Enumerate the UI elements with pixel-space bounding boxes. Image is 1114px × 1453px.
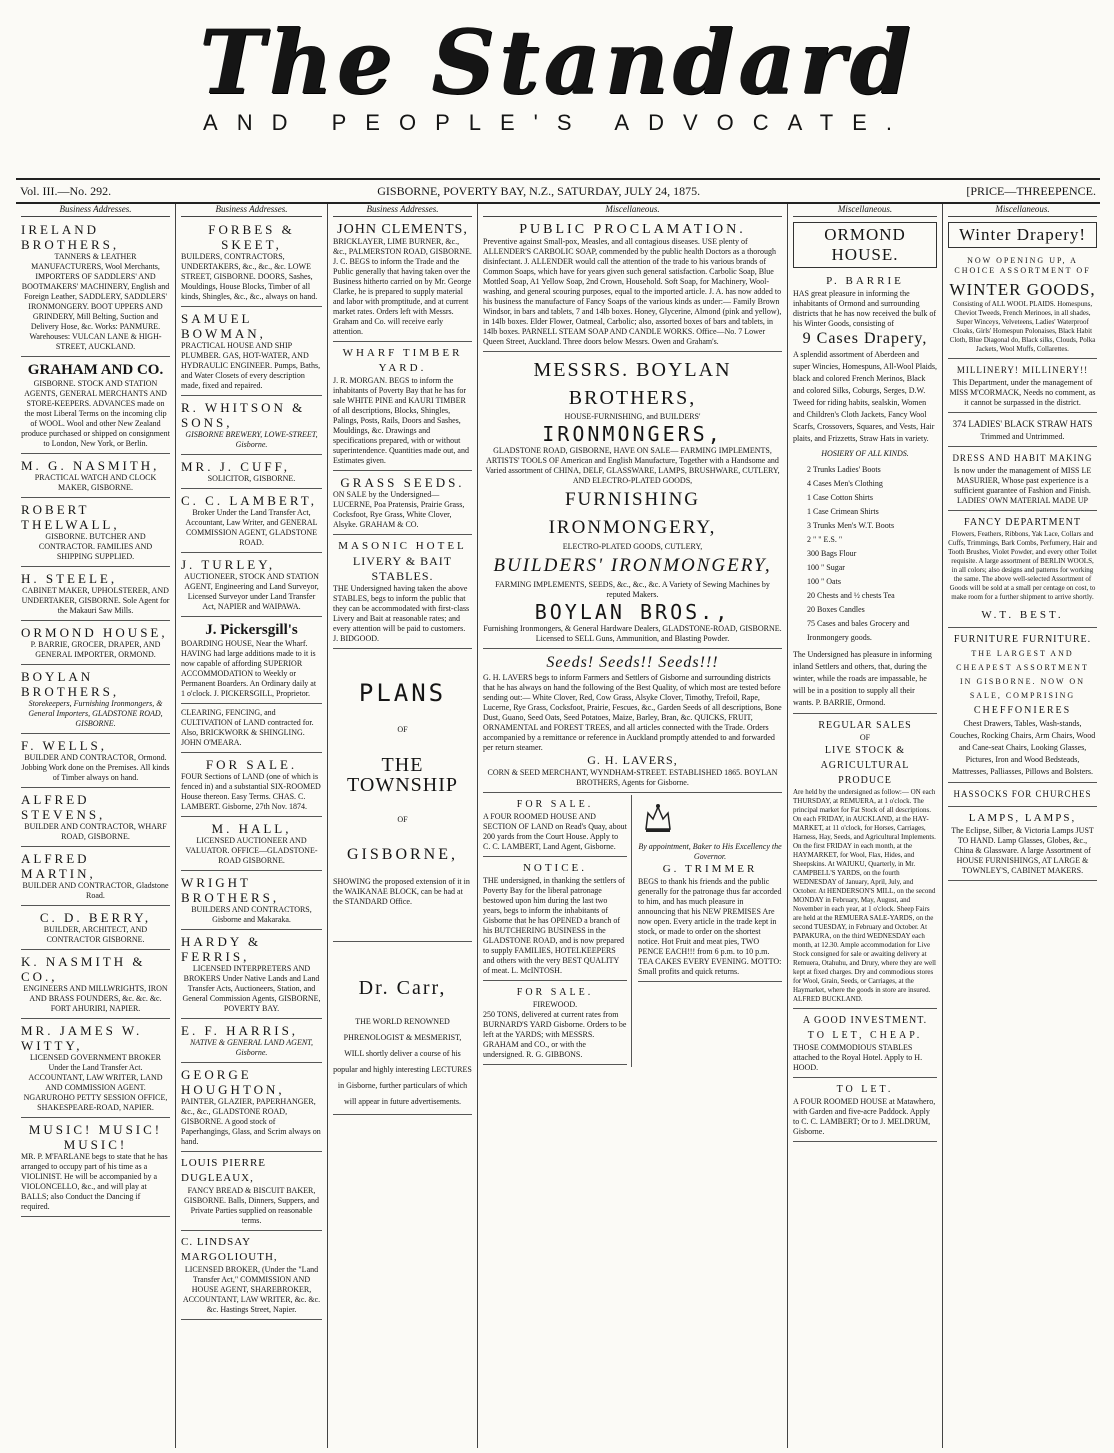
ad-text: GLADSTONE ROAD, GISBORNE, HAVE ON SALE— FARMING IMPLEMENTS, ARTISTS' TOOLS OF American and English Manufacture, Together with a Handsome and Varied assortment of CHINA, DELF, GLASSWARE, LAMPS, BRUSHWARE, CUTLERY, AND ELECTRO-PLATED GOODS, bbox=[485, 445, 780, 485]
ad-text: NATIVE & GENERAL LAND AGENT, Gisborne. bbox=[189, 1037, 314, 1057]
ad-heading: 374 LADIES' BLACK STRAW HATS bbox=[952, 418, 1093, 429]
ad-heading: C. D. BERRY, bbox=[39, 909, 152, 925]
ad-witty bbox=[21, 1021, 170, 1118]
ad-heading: G. TRIMMER bbox=[662, 863, 758, 875]
column-2 bbox=[176, 204, 328, 1448]
list-item: 100 " Sugar bbox=[807, 562, 845, 572]
ad-heading: REGULAR SALES bbox=[818, 719, 912, 731]
ad-kn bbox=[21, 952, 170, 1019]
ad-text: SOLICITOR, GISBORNE. bbox=[207, 473, 296, 483]
ad-text: TANNERS & LEATHER MANUFACTURERS, Wool Merchants, IMPORTERS OF SADDLERS' AND BOOTMAKERS' MACHINERY, English and Foreign Leather, SADDLERY, SADDLERS' IRONMONGERY. BOOT UPPERS AND GRINDERY, Mill Belting, Suction and Delivery Hose, &c. Works: PANMURE. Warehouses: VULCAN LANE & HIGH-STREET, AUCKLAND. bbox=[21, 251, 170, 351]
ad-ormond-house bbox=[793, 220, 937, 714]
ad-heading: H. STEELE, bbox=[21, 570, 118, 586]
ad-heading: PLANS bbox=[358, 678, 447, 707]
ad-heading: ALFRED STEVENS, bbox=[21, 791, 106, 822]
ad-text: MR. P. M'FARLANE begs to state that he has arranged to occupy part of his time as a VIOLINIST. He will be accompanied by a VIOLONCELLO, &c., and will play at BALLS; also Conduct the Dancing if required. bbox=[21, 1151, 168, 1211]
list-item: 20 Chests and ½ chests Tea bbox=[807, 590, 895, 600]
ad-text: 250 TONS, delivered at current rates from BURNARD'S YARD Gisborne. Orders to be left at the YARDS; with MESSRS. GRAHAM and CO., or with the undersigned. R. G. GIBBONS. bbox=[483, 1009, 627, 1059]
list-item: 3 Trunks Men's W.T. Boots bbox=[807, 520, 895, 530]
ad-text: Preventive against Small-pox, Measles, and all contagious diseases. USE plenty of ALLENDER'S CARBOLIC SOAP, commended by the public health Doctors as a thorough disinfectant. J. ALLENDER would call the attention of the trade to his various brands of Common Soaps, which have for years given such general satisfaction. Carbolic Soap, Blue Mottled Soap, A1 Yellow Soap, 2nd Crown, Household. Soft Soap, for Machinery, Wool-washing, and general scouring purposes, equal to the imported article. J. A. has now added to his business the manufacture of Fancy Soaps of the various kinds as under:— Family Brown Windsor, in bars and tablets, 7 and 14lb boxes. Honey, Glycerine, Almond (pink and yellow), in 14lb boxes. Elder Flower, Oatmeal, Carbolic; also, assorted boxes of bars and tablets, in 14lb boxes. PARNELL STEAM SOAP AND CANDLE WORKS. Office—No. 7 Lower Queen Street, Auckland. Three doors below Messrs. Owen and Graham's. bbox=[483, 236, 782, 346]
ad-text: BUILDERS AND CONTRACTORS, Gisborne and Makaraka. bbox=[191, 904, 312, 924]
ad-text: AUCTIONEER, STOCK AND STATION AGENT, Engineering and Land Surveyor, Licensed Surveyor under Land Transfer Act, NAPIER and WAIPAWA. bbox=[184, 571, 319, 611]
ad-text: BOARDING HOUSE, Near the Wharf. HAVING had large additions made to it is now capable of affording SUPERIOR ACCOMMODATION to Weekly or Permanent Boarders. An Ordinary daily at 1 o'clock. J. PICKERSGILL, Proprietor. bbox=[181, 638, 317, 698]
column-6 bbox=[943, 204, 1102, 1448]
ad-furniture bbox=[948, 630, 1097, 783]
column-4 bbox=[478, 204, 788, 1448]
ad-text: BRICKLAYER, LIME BURNER, &c., &c., PALMERSTON ROAD, GISBORNE. J. C. BEGS to inform the Trade and the Public generally that having taken over the Business hitherto carried on by Mr. George Clarke, he is prepared to supply material and labor with promptitude, and at current market rates. Orders left with Messrs. Graham and Co. will receive early attention. bbox=[333, 236, 472, 336]
ad-heading: MR. JAMES W. WITTY, bbox=[21, 1022, 143, 1053]
ad-text: BUILDER AND CONTRACTOR, Ormond. Jobbing Work done on the Premises. All kinds of Timber always on hand. bbox=[21, 752, 170, 782]
ad-dress bbox=[948, 449, 1097, 511]
ad-masonic bbox=[333, 537, 472, 649]
ad-text: THE LARGEST AND CHEAPEST ASSORTMENT IN GISBORNE. NOW ON SALE, COMPRISING bbox=[956, 648, 1089, 700]
ad-cases-text: A splendid assortment of Aberdeen and super Wincies, Homespuns, All-Wool Plaids, black and colored French Merinos, Black and colored Silks, Coburgs, Serges, D.W. Tweed for riding habits, sealskin, Women and Children's Cloth Jackets, Fancy Wool Scarfs, Crossovers, Squares, and Vests, Hair plaits, and Frizzetts, Straw Hats in variety. bbox=[793, 349, 937, 443]
ad-heading: DRESS AND HABIT MAKING bbox=[952, 452, 1093, 463]
dateline bbox=[16, 178, 1100, 204]
column-head: Business Addresses. bbox=[21, 204, 170, 217]
ad-winter-drapery bbox=[948, 220, 1097, 359]
ad-text: Storekeepers, Furnishing Ironmongers, & General Importers, GLADSTONE ROAD, GISBORNE. bbox=[28, 698, 163, 728]
columns bbox=[16, 204, 1102, 1448]
ad-plans bbox=[333, 651, 472, 942]
ad-furnishing: FURNISHING IRONMONGERY, bbox=[548, 488, 717, 538]
masthead bbox=[0, 10, 1114, 142]
ad-wells bbox=[21, 736, 170, 788]
ad-builders: BUILDERS' IRONMONGERY, bbox=[493, 554, 772, 576]
ad-heading: J. Pickersgill's bbox=[205, 621, 298, 638]
list-item: 75 Cases and bales Grocery and Ironmongery goods. bbox=[807, 618, 910, 642]
list-item: 300 Bags Flour bbox=[807, 548, 857, 558]
ad-text: THE Undersigned having taken the above STABLES, begs to inform the public that they can be accommodated with first-class Livery and Bait at reasonable rates; and every attention will be paid to customers. J. BIDGOOD. bbox=[333, 583, 470, 643]
place-date: GISBORNE, POVERTY BAY, N.Z., SATURDAY, JULY 24, 1875. bbox=[377, 183, 701, 198]
ad-heading: FOR SALE. bbox=[516, 986, 594, 998]
split-ads bbox=[483, 795, 782, 1067]
ad-whitson bbox=[181, 398, 322, 455]
ad-tolet bbox=[793, 1080, 937, 1142]
column-5 bbox=[788, 204, 943, 1448]
ad-heading: Seeds! Seeds!! Seeds!!! bbox=[546, 653, 719, 671]
price: [PRICE—THREEPENCE. bbox=[966, 183, 1096, 198]
ad-steele bbox=[21, 569, 170, 621]
list-item: 20 Boxes Candles bbox=[807, 604, 865, 614]
ad-boylan bbox=[21, 667, 170, 734]
ad-hall bbox=[181, 819, 322, 871]
ad-heading: HASSOCKS FOR CHURCHES bbox=[953, 788, 1092, 799]
ad-forbes bbox=[181, 220, 322, 307]
column-head: Miscellaneous. bbox=[948, 204, 1097, 217]
ad-pickersgill bbox=[181, 619, 322, 704]
ad-subheading: LIVE STOCK & AGRICULTURAL PRODUCE bbox=[820, 744, 910, 786]
ad-heading: IRELAND BROTHERS, bbox=[21, 221, 120, 252]
ad-text: G. H. LAVERS begs to inform Farmers and Settlers of Gisborne and surrounding districts that he has always on hand the following of the Best Quality, of which most are tested before sending out:— White Clover, Red, Cow Grass, Alsyke Clover, Timothy, Trefoil, Rape, Lucerne, Rye Grass, Cocksfoot, Prairie, Fescues, &c., Garden Seeds of all descriptions, Bone Dust, Guano, Seed Oats, Seed Potatoes, Maize, Barley, Bran, &c. QUICKS, FRUIT, ORNAMENTAL and FOREST TREES, and all articles connected with the Trade. Orders accompanied by a remittance or reference in Auckland promptly attended to and forwarded per return steamer. bbox=[483, 672, 782, 752]
ad-carr bbox=[333, 944, 472, 1115]
ad-regular-sales bbox=[793, 716, 937, 1009]
ad-clearing bbox=[181, 706, 322, 753]
ad-harris bbox=[181, 1021, 322, 1063]
ad-wright bbox=[181, 873, 322, 930]
ad-lavers: G. H. LAVERS, bbox=[587, 752, 678, 767]
ad-heading: J. TURLEY, bbox=[181, 556, 276, 572]
ad-heading: ROBERT THELWALL, bbox=[21, 501, 120, 532]
ad-of: OF bbox=[397, 724, 408, 734]
ad-heading: FANCY DEPARTMENT bbox=[964, 516, 1081, 528]
ad-lindsay bbox=[181, 1233, 322, 1320]
ad-heading: ORMOND HOUSE, bbox=[21, 624, 168, 640]
ad-dugleaux bbox=[181, 1154, 322, 1231]
ad-text: Consisting of ALL WOOL PLAIDS. Homespuns, Cheviot Tweeds, French Merinoes, in all shades, Super Winceys, Velveteens, Ladies' Waterproof Cloaks, Girls' Homespun Polonaises, Black Habit Cloth, Blue Diagonal do, Black silks, Clouds, Polka Jackets, Wool Muffs, Collarettes. bbox=[949, 299, 1096, 353]
ad-winter-goods: WINTER GOODS, bbox=[949, 279, 1096, 299]
ad-heading: TO LET. bbox=[836, 1083, 894, 1095]
ad-heading: NOTICE. bbox=[522, 861, 588, 874]
ad-text: FANCY BREAD & BISCUIT BAKER, GISBORNE. Balls, Dinners, Suppers, and Private Parties supplied on reasonable terms. bbox=[183, 1185, 320, 1225]
split-right bbox=[638, 795, 782, 1067]
ad-text: BUILDER AND CONTRACTOR, Gladstone Road. bbox=[22, 880, 169, 900]
ad-clements bbox=[333, 220, 472, 342]
ad-of2: OF bbox=[397, 814, 408, 824]
ad-investment bbox=[793, 1011, 937, 1078]
goods-list bbox=[793, 463, 937, 645]
ad-hassocks bbox=[948, 785, 1097, 807]
ad-for-sale bbox=[181, 755, 322, 817]
ad-heading: PUBLIC PROCLAMATION. bbox=[519, 221, 746, 237]
ad-gisborne: GISBORNE, bbox=[346, 845, 458, 863]
ad-berry bbox=[21, 908, 170, 950]
ad-text: A FOUR ROOMED HOUSE AND SECTION OF LAND on Read's Quay, about 200 yards from the Court House. Apply to C. C. LAMBERT, Land Agent, Gisborne. bbox=[483, 811, 627, 851]
ad-heading: M. HALL, bbox=[211, 820, 292, 836]
ad-heading: C. LINDSAY MARGOLIOUTH, bbox=[181, 1235, 278, 1263]
ad-ormond bbox=[21, 623, 170, 665]
ad-heading: MUSIC! MUSIC! MUSIC! bbox=[28, 1121, 163, 1152]
column-head: Miscellaneous. bbox=[793, 204, 937, 217]
ad-proprietor: P. BARRIE bbox=[826, 274, 904, 287]
ad-text: THE WORLD RENOWNED PHRENOLOGIST & MESMERIST, WILL shortly deliver a course of his popular and highly interesting LECTURES in Gisborne, further particulars of which will appear in future advertisements. bbox=[333, 1016, 472, 1106]
ad-trimmer bbox=[638, 795, 782, 983]
ad-proclamation bbox=[483, 220, 782, 352]
ad-text-2: The Undersigned has pleasure in informing inland Settlers and others, that, during the winter, while the roads are impassable, he will be in a position to supply all their wants. P. BARRIE, Ormond. bbox=[793, 649, 932, 707]
ad-text: Is now under the management of MISS LE MASURIER, Whose past experience is a sufficient guarantee of Fashion and Finish. LADIES' OWN MATERIAL MADE UP bbox=[953, 465, 1092, 505]
ad-heading: GRAHAM AND CO. bbox=[27, 361, 164, 378]
ad-text: Trimmed and Untrimmed. bbox=[980, 431, 1065, 441]
ad-subheading: FIREWOOD. bbox=[532, 999, 578, 1009]
ad-text: PAINTER, GLAZIER, PAPERHANGER, &c., &c., GLADSTONE ROAD, GISBORNE. A good stock of Paperhangings, Glass, and Scrim always on hand. bbox=[181, 1096, 321, 1146]
column-3 bbox=[328, 204, 478, 1448]
ad-music bbox=[21, 1120, 170, 1217]
ad-heading: JOHN CLEMENTS, bbox=[337, 221, 468, 237]
ad-seeds bbox=[483, 651, 782, 793]
ad-millinery bbox=[948, 361, 1097, 413]
ad-heading: GRASS SEEDS. bbox=[340, 474, 465, 490]
ad-heading: WRIGHT BROTHERS, bbox=[181, 874, 280, 905]
ad-signature: W.T. BEST. bbox=[981, 608, 1064, 621]
ad-heading: HARDY & FERRIS, bbox=[181, 933, 262, 964]
ad-opening: NOW OPENING UP, A CHOICE ASSORTMENT OF bbox=[954, 255, 1091, 275]
list-item: 1 Case Crimean Shirts bbox=[807, 506, 879, 516]
ad-township: THE TOWNSHIP bbox=[347, 753, 458, 796]
ad-text: GISBORNE. STOCK AND STATION AGENTS, GENERAL MERCHANTS AND STORE-KEEPERS. ADVANCES made on the most Liberal Terms on the incoming clip of WOOL. Wool and other New Zealand produce purchased or shipped on consignment to London, New York, or Berlin. bbox=[21, 378, 170, 448]
ad-ireland bbox=[21, 220, 170, 357]
ad-text: THE undersigned, in thanking the settlers of Poverty Bay for the liberal patronage bestowed upon him during the last two years, begs to inform the inhabitants of Gisborne that he has OPENED a branch of his BUTCHERING BUSINESS in the GLADSTONE ROAD, and is now prepared to supply FAMILIES, HOTELKEEPERS and others with the very BEST QUALITY of meat. L. McINTOSH. bbox=[483, 875, 625, 975]
ad-turley bbox=[181, 555, 322, 617]
ad-text: CABINET MAKER, UPHOLSTERER, AND UNDERTAKER, GISBORNE. Sole Agent for the Makauri Saw Mills. bbox=[21, 585, 170, 615]
ad-heading: C. C. LAMBERT, bbox=[181, 492, 317, 508]
ad-hosiery: HOSIERY OF ALL KINDS. bbox=[821, 448, 909, 458]
ad-text: CLEARING, FENCING, and CULTIVATION of LAND contracted for. Also, BRICKWORK & SHINGLING. JOHN O'MEARA. bbox=[181, 707, 314, 747]
ad-boylan-ironmongers bbox=[483, 354, 782, 649]
ad-text: LICENSED INTERPRETERS AND BROKERS Under Native Lands and Land Transfer Acts, Auctioneers, Station, and General Commission Agents, GISBORNE, POVERTY BAY. bbox=[182, 963, 321, 1013]
ad-heading: GEORGE HOUGHTON, bbox=[181, 1066, 285, 1097]
ad-heading: ORMOND HOUSE. bbox=[793, 222, 937, 268]
ad-heading: Dr. Carr, bbox=[358, 976, 447, 999]
split-left bbox=[483, 795, 632, 1067]
ad-straw-hats bbox=[948, 415, 1097, 447]
ad-heading: MR. J. CUFF, bbox=[181, 458, 291, 474]
list-item: 100 " Oats bbox=[807, 576, 841, 586]
ad-text: SHOWING the proposed extension of it in the WAIKANAE BLOCK, can be had at the STANDARD Office. bbox=[333, 876, 470, 906]
ad-fancy bbox=[948, 513, 1097, 628]
ad-heading: M. G. NASMITH, bbox=[21, 457, 160, 473]
ad-bowman bbox=[181, 309, 322, 396]
ad-heading: MILLINERY! MILLINERY!! bbox=[956, 364, 1089, 375]
ad-cuff bbox=[181, 457, 322, 489]
ad-text: HAS great pleasure in informing the inhabitants of Ormond and surrounding districts that he has now received the bulk of his Winter Goods, consisting of bbox=[793, 288, 937, 328]
column-head: Business Addresses. bbox=[333, 204, 472, 217]
ad-heading: WHARF TIMBER YARD. bbox=[342, 346, 463, 374]
list-item: 4 Cases Men's Clothing bbox=[807, 478, 883, 488]
ad-heading: Winter Drapery! bbox=[948, 222, 1097, 248]
ad-lamps bbox=[948, 809, 1097, 881]
masthead-title: The Standard bbox=[199, 10, 915, 114]
ad-text: P. BARRIE, GROCER, DRAPER, AND GENERAL IMPORTER, ORMOND. bbox=[30, 639, 161, 659]
ad-wharf bbox=[333, 344, 472, 471]
ad-text: BUILDERS, CONTRACTORS, UNDERTAKERS, &c., &c., &c. LOWE STREET, GISBORNE. DOORS, Sashes, Mouldings, House Blocks, Timber of all kinds, Shingles, &c., &c., always on hand. bbox=[181, 251, 318, 301]
ad-text: BEGS to thank his friends and the public generally for the patronage thus far accorded to him, and has much pleasure in announcing that his NEW PREMISES Are now open. Every article in the trade kept in stock, or made to order on the shortest notice. Hot Fruit and meat pies, TWO PENCE EACH!!! from 6 p.m. to 10 p.m. TEA CAKES EVERY EVENING. MOTTO: Small profits and quick returns. bbox=[638, 877, 782, 976]
ad-heading: FOR SALE. bbox=[516, 798, 594, 810]
ad-builders-text: FARMING IMPLEMENTS, SEEDS, &c., &c., &c. A Variety of Sewing Machines by reputed Makers. bbox=[495, 579, 770, 599]
ad-text: LICENSED BROKER, (Under the "Land Transfer Act," COMMISSION AND HOUSE AGENT, SHAREBROKER, ACCOUNTANT, LAW WRITER, &c. &c. &c. Hastings Street, Napier. bbox=[182, 1264, 321, 1314]
ad-grass bbox=[333, 473, 472, 535]
ad-sale-house bbox=[483, 795, 627, 857]
ad-heading: FURNITURE FURNITURE. bbox=[953, 633, 1092, 645]
ad-heading: FORBES & SKEET, bbox=[208, 221, 295, 252]
ad-heading: E. F. HARRIS, bbox=[181, 1022, 299, 1038]
ad-houghton bbox=[181, 1065, 322, 1152]
ad-heading: FOR SALE. bbox=[205, 756, 298, 772]
masthead-subtitle: AND PEOPLE'S ADVOCATE. bbox=[203, 110, 911, 135]
ad-heading: LAMPS, LAMPS, bbox=[968, 811, 1077, 824]
ad-boylan-bros: BOYLAN BROS., bbox=[534, 599, 731, 624]
ad-text: BUILDER AND CONTRACTOR, WHARF ROAD, GISBORNE. bbox=[24, 821, 167, 841]
ad-heading: MESSRS. BOYLAN BROTHERS, bbox=[533, 358, 732, 409]
ad-text: J. R. MORGAN. BEGS to inform the inhabitants of Poverty Bay that he has for sale WHITE PINE and KAURI TIMBER of all descriptions, Blocks, Shingles, Palings, Posts, Rails, Doors and Sashes, Mouldings, &c. Drawings and specifications prepared, with or without superintendence. Quantities made out, and Estimates given. bbox=[333, 375, 469, 465]
ad-cases: 9 Cases Drapery, bbox=[802, 329, 928, 347]
ad-heading: LOUIS PIERRE DUGLEAUX, bbox=[181, 1156, 267, 1184]
ad-thelwall bbox=[21, 500, 170, 567]
ad-subheading: LIVERY & BAIT STABLES. bbox=[352, 553, 453, 583]
royal-crest-icon bbox=[638, 801, 678, 835]
ad-furnishing-text: ELECTRO-PLATED GOODS, CUTLERY, bbox=[562, 541, 703, 551]
ad-martin bbox=[21, 849, 170, 906]
list-item: 2 " " E.S. " bbox=[807, 534, 843, 544]
ad-tolet-heading: TO LET, CHEAP. bbox=[807, 1029, 923, 1041]
ad-nasmith bbox=[21, 456, 170, 498]
ad-text: BUILDER, ARCHITECT, AND CONTRACTOR GISBORNE. bbox=[43, 924, 148, 944]
ad-text: FOUR Sections of LAND (one of which is fenced in) and a substantial SIX-ROOMED House thereon. Easy Terms. CHAS. C. LAMBERT. Gisborne, 27th Nov. 1874. bbox=[181, 771, 321, 811]
ad-bros-text: Furnishing Ironmongers, & General Hardware Dealers, GLADSTONE-ROAD, GISBORNE. Licensed to SELL Guns, Ammunition, and Blasting Powder. bbox=[483, 623, 782, 643]
ad-heading: BOYLAN BROTHERS, bbox=[21, 668, 120, 699]
ad-text: Flowers, Feathers, Ribbons, Yak Lace, Collars and Cuffs, Trimmings, Bark Combs, Perfumery, Hair and Tooth Brushes, Violet Powder, and every other Toilet requisite. A large assortment of BERLIN WOOLS, in all colors; also designs and patterns for working the same. The above well-selected Assortment of Goods will be sold at a small per centage on cost, to make room for a further shipment to arrive shortly. bbox=[948, 529, 1097, 601]
ad-ironmongers: IRONMONGERS, bbox=[542, 421, 723, 446]
ad-graham bbox=[21, 359, 170, 454]
ad-text: LICENSED GOVERNMENT BROKER Under the Land Transfer Act. ACCOUNTANT, LAW WRITER, LAND AND COMMISSION AGENT. NGARUROHO PETTY SESSION OFFICE, SHAKESPEARE-ROAD, NAPIER. bbox=[23, 1052, 168, 1112]
ad-text: ON SALE by the Undersigned— LUCERNE, Poa Pratensis, Prairie Grass, Cocksfoot, Rye Grass, White Clover, Alsyke. GRAHAM & CO. bbox=[333, 489, 465, 529]
ad-text: ENGINEERS AND MILLWRIGHTS, IRON AND BRASS FOUNDERS, &c. &c. &c. FORT AHURIRI, NAPIER. bbox=[23, 983, 168, 1013]
ad-stevens bbox=[21, 790, 170, 847]
ad-subheading: HOUSE-FURNISHING, and BUILDERS' bbox=[564, 411, 701, 421]
ad-heading: SAMUEL BOWMAN, bbox=[181, 310, 266, 341]
ad-heading: K. NASMITH & CO., bbox=[21, 953, 146, 984]
ad-lavers-text: CORN & SEED MERCHANT, WYNDHAM-STREET. ESTABLISHED 1865. BOYLAN BROTHERS, Agents for Gisborne. bbox=[487, 767, 778, 787]
ad-text: A FOUR ROOMED HOUSE at Matawhero, with Garden and five-acre Paddock. Apply to C. C. LAMBERT; Or to J. MELDRUM, Gisborne. bbox=[793, 1096, 936, 1136]
ad-lambert bbox=[181, 491, 322, 553]
ad-text: Are held by the undersigned as follow:— ON each THURSDAY, at REMUERA, at 1 o'clock. The principal market for Fat Stock of all descriptions. On each FRIDAY, in AUCKLAND, at the HAY-MARKET, at 11 o'clock, for Horses, Carriages, Harness, Hay, Seeds, and Agricultural Implements. On the first FRIDAY in each month, at the HAYMARKET, for Wool, Flax, Hides, and Sheepskins. At WAIUKU, Quarterly, in Mr. CAMPBELL'S YARDS, on the fourth WEDNESDAY of January, April, July, and October. At HENDERSON'S MILL, on the second MONDAY in February, May, August, and November in each year, at 1 o'clock. Sheep Fairs are held at the REMUERA SALE-YARDS, on the second TUESDAY, in February and October. At PAPAKURA, on the third WEDNESDAY each month, at 12.30. Ample accommodation for Live Stock consigned for sale or awaiting delivery at Remuera, Otahuhu, and Drury, where they are well kept at fixed charges. Dry and commodious stores for Wool, Grain, Seeds, or Carriages, at the Haymarket, where the goods in store are insured. ALFRED BUCKLAND. bbox=[793, 787, 936, 1003]
ad-heading: ALFRED MARTIN, bbox=[21, 850, 96, 881]
column-1 bbox=[16, 204, 176, 1448]
ad-text: LICENSED AUCTIONEER AND VALUATOR. OFFICE—GLADSTONE-ROAD GISBORNE. bbox=[185, 835, 318, 865]
ad-heading: A GOOD INVESTMENT. bbox=[802, 1014, 928, 1026]
ad-hardy bbox=[181, 932, 322, 1019]
list-item: 1 Case Cotton Shirts bbox=[807, 492, 874, 502]
ad-firewood bbox=[483, 983, 627, 1065]
column-head: Miscellaneous. bbox=[483, 204, 782, 217]
list-item: 2 Trunks Ladies' Boots bbox=[807, 464, 881, 474]
ad-appointment: By appointment, Baker to His Excellency the Governor. bbox=[638, 842, 782, 861]
ad-cheffonieres: CHEFFONIERES bbox=[973, 704, 1072, 716]
ad-heading: F. WELLS, bbox=[21, 737, 108, 753]
volume-number: Vol. III.—No. 292. bbox=[20, 183, 112, 198]
ad-text: PRACTICAL HOUSE AND SHIP PLUMBER. GAS, HOT-WATER, AND HYDRAULIC ENGINEER. Pumps, Baths, and Water Closets of every description made, fixed and repaired. bbox=[181, 340, 321, 390]
ad-text: This Department, under the management of MISS M'CORMACK, Needs no comment, as it cannot be surpassed in the district. bbox=[949, 377, 1096, 407]
ad-text: Broker Under the Land Transfer Act, Accountant, Law Writer, and GENERAL COMMISSION AGENT, GLADSTONE ROAD. bbox=[185, 507, 318, 547]
ad-heading: R. WHITSON & SONS, bbox=[181, 399, 306, 430]
ad-furniture-list: Chest Drawers, Tables, Wash-stands, Couches, Rocking Chairs, Arm Chairs, Wood and Cane-seat Chairs, Looking Glasses, Pictures, Iron and Wood Bedsteads, Mattresses, Palliasses, Pillows and Bolsters. bbox=[949, 718, 1096, 776]
ad-text: The Eclipse, Silber, & Victoria Lamps JUST TO HAND. Lamp Glasses, Globes, &c., China & Glassware. A large Assortment of HOUSE FURNISHINGS, AT LARGE & TOWNLEY'S, CABINET MAKERS. bbox=[951, 825, 1094, 875]
ad-text: GISBORNE BREWERY, LOWE-STREET, Gisborne. bbox=[185, 429, 318, 449]
ad-text: PRACTICAL WATCH AND CLOCK MAKER, GISBORNE. bbox=[34, 472, 157, 492]
ad-notice bbox=[483, 859, 627, 981]
ad-heading: MASONIC HOTEL bbox=[338, 539, 467, 552]
ad-text: GISBORNE. BUTCHER AND CONTRACTOR. FAMILIES AND SHIPPING SUPPLIED. bbox=[38, 531, 153, 561]
ad-text: THOSE COMMODIOUS STABLES attached to the Royal Hotel. Apply to H. HOOD. bbox=[793, 1042, 923, 1072]
column-head: Business Addresses. bbox=[181, 204, 322, 217]
ad-of: OF bbox=[859, 732, 871, 742]
